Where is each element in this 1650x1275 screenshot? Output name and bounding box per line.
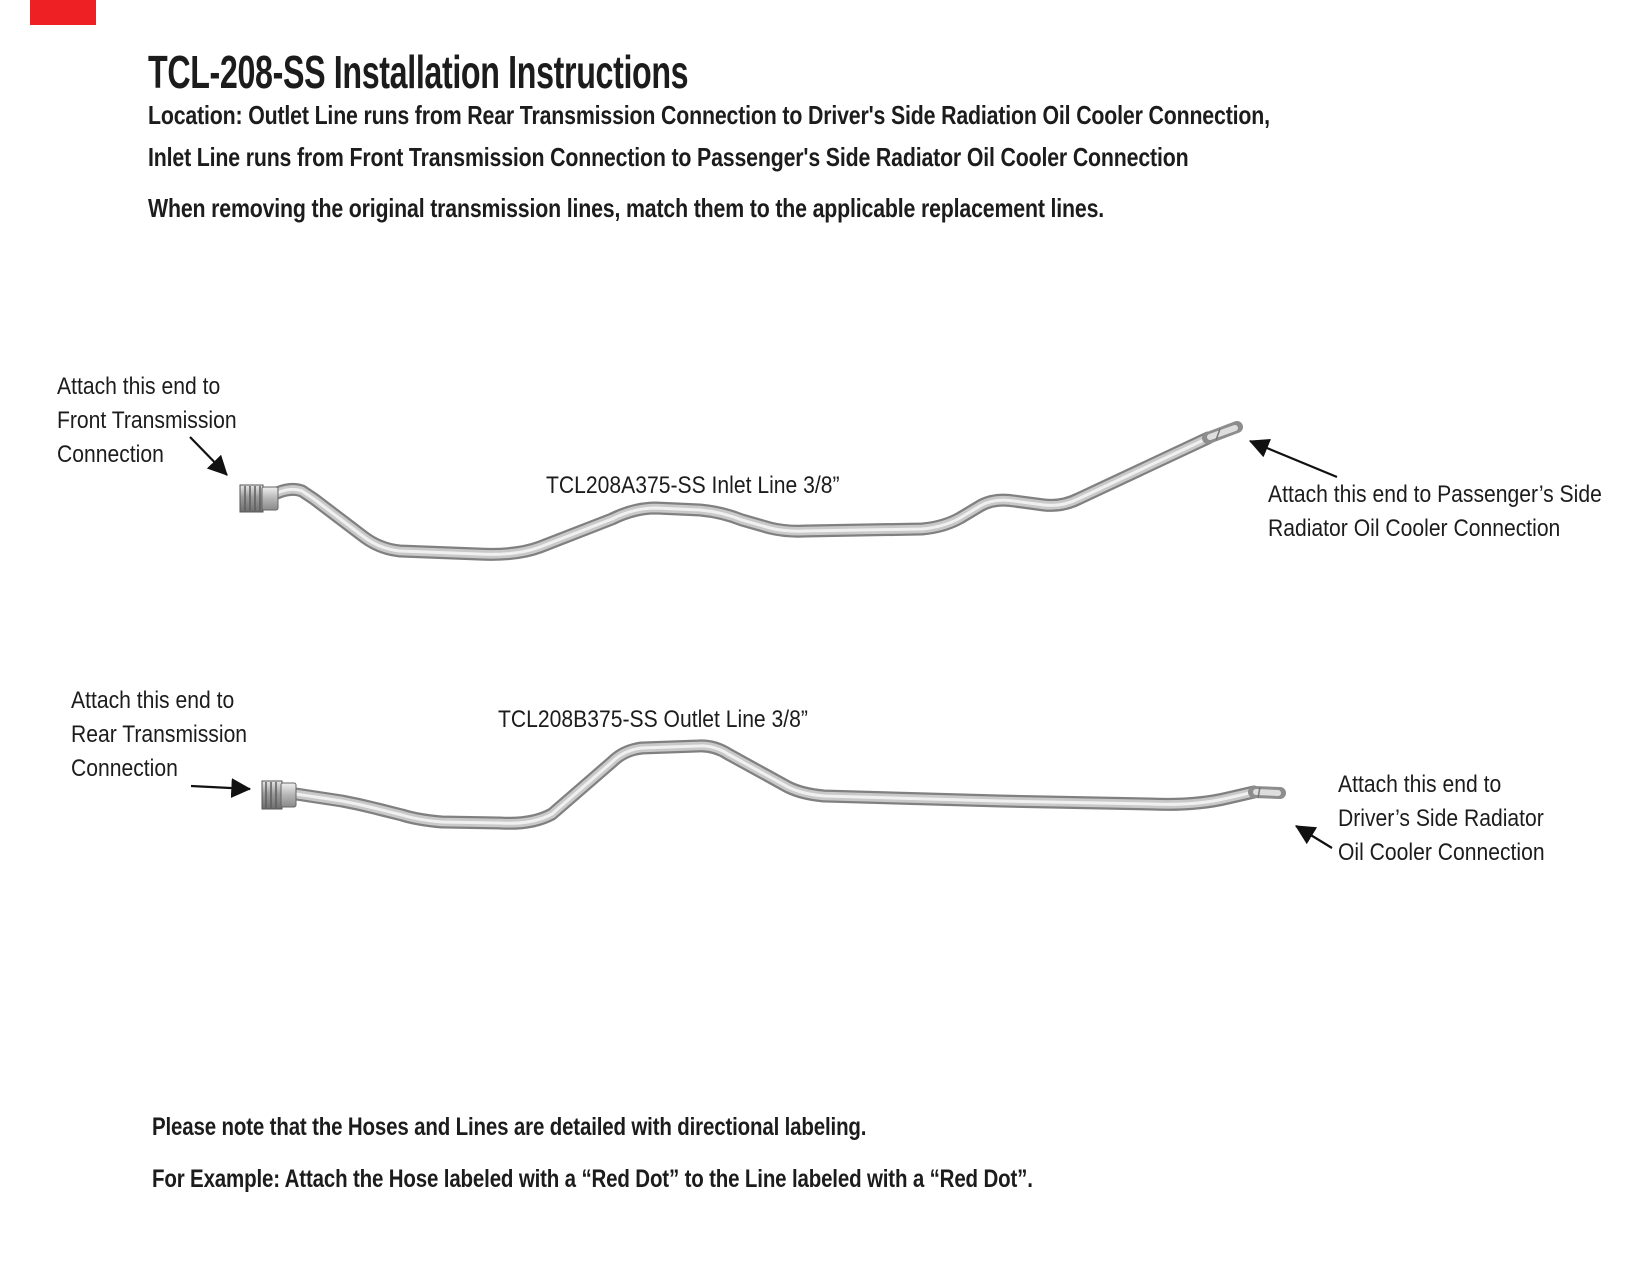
outlet-tube (191, 746, 1332, 848)
outlet-right-arrow (1296, 826, 1332, 848)
location-line-2: Inlet Line runs from Front Transmission Connection to Passenger's Side Radiator Oil Cooler Connection (148, 142, 1189, 172)
annotation-line: Attach this end to (71, 687, 235, 714)
annotation-line: Oil Cooler Connection (1338, 839, 1545, 866)
outlet-fitting (262, 781, 296, 809)
outlet-right-annotation (1338, 768, 1545, 870)
annotation-line: Connection (71, 755, 178, 782)
inlet-tip-fitting (1208, 427, 1237, 440)
annotation-line: Connection (57, 441, 164, 468)
footer-note-2: For Example: Attach the Hose labeled with a “Red Dot” to the Line labeled with a “Red Dot”. (152, 1165, 1033, 1193)
inlet-part-label: TCL208A375-SS Inlet Line 3/8” (546, 472, 840, 499)
location-line-1: Location: Outlet Line runs from Rear Transmission Connection to Driver's Side Radiation Oil Cooler Connection, (148, 100, 1270, 130)
annotation-line: Attach this end to Passenger’s Side (1268, 481, 1602, 508)
footer-note-1: Please note that the Hoses and Lines are detailed with directional labeling. (152, 1113, 867, 1141)
outlet-tip-fitting (1254, 787, 1280, 798)
inlet-fitting (240, 485, 278, 512)
annotation-line: Front Transmission (57, 407, 237, 434)
annotation-line: Radiator Oil Cooler Connection (1268, 515, 1561, 542)
annotation-line: Driver’s Side Radiator (1338, 805, 1544, 832)
annotation-line: Attach this end to (57, 373, 221, 400)
outlet-left-arrow (191, 786, 250, 789)
inlet-right-annotation (1268, 478, 1602, 546)
outlet-part-label: TCL208B375-SS Outlet Line 3/8” (498, 706, 808, 733)
annotation-line: Rear Transmission (71, 721, 248, 748)
inlet-right-arrow (1250, 441, 1337, 477)
page-title: TCL-208-SS Installation Instructions (148, 46, 689, 98)
outlet-left-annotation (71, 684, 247, 786)
inlet-left-annotation (57, 370, 237, 472)
removal-note: When removing the original transmission lines, match them to the applicable replacement lines. (148, 193, 1105, 223)
annotation-line: Attach this end to (1338, 771, 1502, 798)
